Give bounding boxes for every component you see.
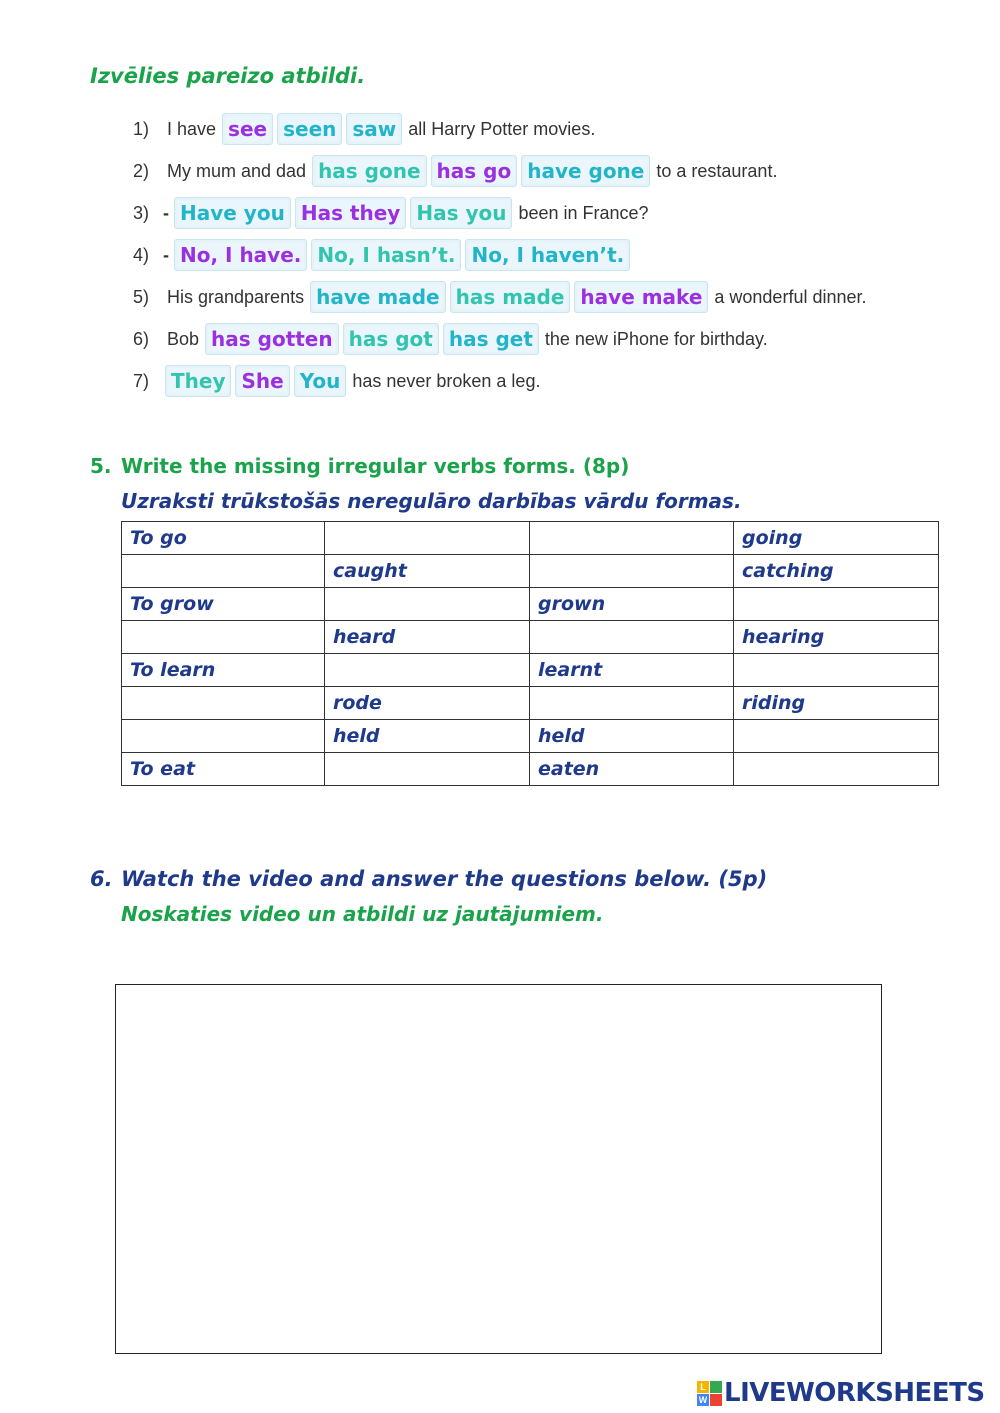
verb-form-cell: hearing [734, 621, 939, 654]
table-row [122, 522, 939, 555]
answer-option[interactable]: She [235, 365, 289, 397]
table-row [122, 687, 939, 720]
logo-letter-w: W [698, 1395, 708, 1405]
logo-mark-icon [697, 1381, 721, 1405]
verb-answer-blank[interactable] [734, 654, 939, 687]
exercise-number: 2) [133, 160, 150, 181]
verb-form-cell: learnt [530, 654, 734, 687]
verb-answer-blank[interactable] [734, 720, 939, 753]
logo-text: LIVEWORKSHEETS [724, 1378, 985, 1408]
verbs-table [121, 521, 939, 786]
verb-form-cell: held [530, 720, 734, 753]
logo-letter-l: L [697, 1381, 709, 1393]
verb-form-cell: eaten [530, 753, 734, 786]
verb-form-cell: To learn [122, 654, 325, 687]
exercise-row [133, 154, 781, 188]
verb-answer-blank[interactable] [734, 753, 939, 786]
exercise-text-after: to a restaurant. [656, 160, 778, 181]
exercise-text-before: Bob [167, 328, 200, 349]
verb-answer-blank[interactable] [325, 753, 530, 786]
exercise-number: 6) [133, 328, 150, 349]
answer-option[interactable]: No, I haven’t. [465, 239, 630, 271]
answer-option[interactable]: have gone [521, 155, 650, 187]
verb-answer-blank[interactable] [325, 522, 530, 555]
answer-option[interactable]: saw [346, 113, 402, 145]
answer-option[interactable]: seen [277, 113, 342, 145]
section5-subtitle: Uzraksti trūkstošās neregulāro darbības vārdu formas. [121, 489, 742, 513]
answer-option[interactable]: has made [450, 281, 571, 313]
answer-option[interactable]: Has you [410, 197, 512, 229]
verb-form-cell: heard [325, 621, 530, 654]
verb-form-cell: going [734, 522, 939, 555]
exercise-text-after: the new iPhone for birthday. [544, 328, 768, 349]
verb-answer-blank[interactable] [122, 720, 325, 753]
exercise-number: 4) [133, 244, 150, 265]
verb-form-cell: grown [530, 588, 734, 621]
exercise-dash: - [163, 244, 169, 265]
answer-option[interactable]: No, I have. [174, 239, 307, 271]
exercise-number: 1) [133, 118, 150, 139]
verb-form-cell: catching [734, 555, 939, 588]
exercise-text-after: been in France? [518, 202, 649, 223]
exercise-text-before: I have [167, 118, 217, 139]
answer-option[interactable]: see [222, 113, 273, 145]
answer-option[interactable]: has got [343, 323, 439, 355]
answer-option[interactable]: No, I hasn’t. [311, 239, 461, 271]
exercise-row [133, 280, 871, 314]
exercise-number: 5) [133, 286, 150, 307]
exercise-dash: - [163, 202, 169, 223]
section5-title: Write the missing irregular verbs forms. (8p) [121, 454, 630, 478]
verb-answer-blank[interactable] [530, 687, 734, 720]
answer-option[interactable]: has gotten [205, 323, 339, 355]
verb-form-cell: rode [325, 687, 530, 720]
answer-option[interactable]: have made [310, 281, 446, 313]
verb-answer-blank[interactable] [122, 687, 325, 720]
exercise-text-before: His grandparents [167, 286, 305, 307]
verb-answer-blank[interactable] [325, 588, 530, 621]
answer-option[interactable]: You [294, 365, 347, 397]
exercise-number: 3) [133, 202, 150, 223]
verb-form-cell: To go [122, 522, 325, 555]
verb-answer-blank[interactable] [325, 654, 530, 687]
exercise-row [133, 364, 544, 398]
section6-subtitle: Noskaties video un atbildi uz jautājumiem. [121, 902, 604, 926]
exercise-row [133, 196, 653, 230]
exercise-text-before: My mum and dad [167, 160, 307, 181]
verb-form-cell: riding [734, 687, 939, 720]
answer-option[interactable]: They [165, 365, 231, 397]
answer-option[interactable]: has get [443, 323, 539, 355]
table-row [122, 588, 939, 621]
answer-option[interactable]: has gone [312, 155, 426, 187]
verb-answer-blank[interactable] [530, 555, 734, 588]
table-row [122, 753, 939, 786]
table-row [122, 555, 939, 588]
table-row [122, 720, 939, 753]
exercise-text-after: a wonderful dinner. [714, 286, 867, 307]
section5-number: 5. [90, 454, 112, 478]
verb-answer-blank[interactable] [734, 588, 939, 621]
table-row [122, 621, 939, 654]
exercise-text-after: all Harry Potter movies. [408, 118, 596, 139]
exercise-row [133, 238, 632, 272]
verb-form-cell: To eat [122, 753, 325, 786]
answer-option[interactable]: Has they [295, 197, 407, 229]
video-frame[interactable] [115, 984, 882, 1354]
exercise-row [133, 322, 772, 356]
verb-answer-blank[interactable] [122, 555, 325, 588]
table-row [122, 654, 939, 687]
verb-answer-blank[interactable] [530, 621, 734, 654]
exercise-text-after: has never broken a leg. [352, 370, 541, 391]
verb-form-cell: caught [325, 555, 530, 588]
exercise-number: 7) [133, 370, 150, 391]
liveworksheets-logo [697, 1378, 985, 1408]
section6-number: 6. [90, 867, 113, 891]
verb-form-cell: To grow [122, 588, 325, 621]
verb-form-cell: held [325, 720, 530, 753]
answer-option[interactable]: has go [431, 155, 518, 187]
verb-answer-blank[interactable] [122, 621, 325, 654]
answer-option[interactable]: have make [574, 281, 708, 313]
exercise-row [133, 112, 599, 146]
instruction-title: Izvēlies pareizo atbildi. [90, 64, 366, 88]
answer-option[interactable]: Have you [174, 197, 291, 229]
section6-title: Watch the video and answer the questions below. (5p) [121, 867, 768, 891]
verb-answer-blank[interactable] [530, 522, 734, 555]
